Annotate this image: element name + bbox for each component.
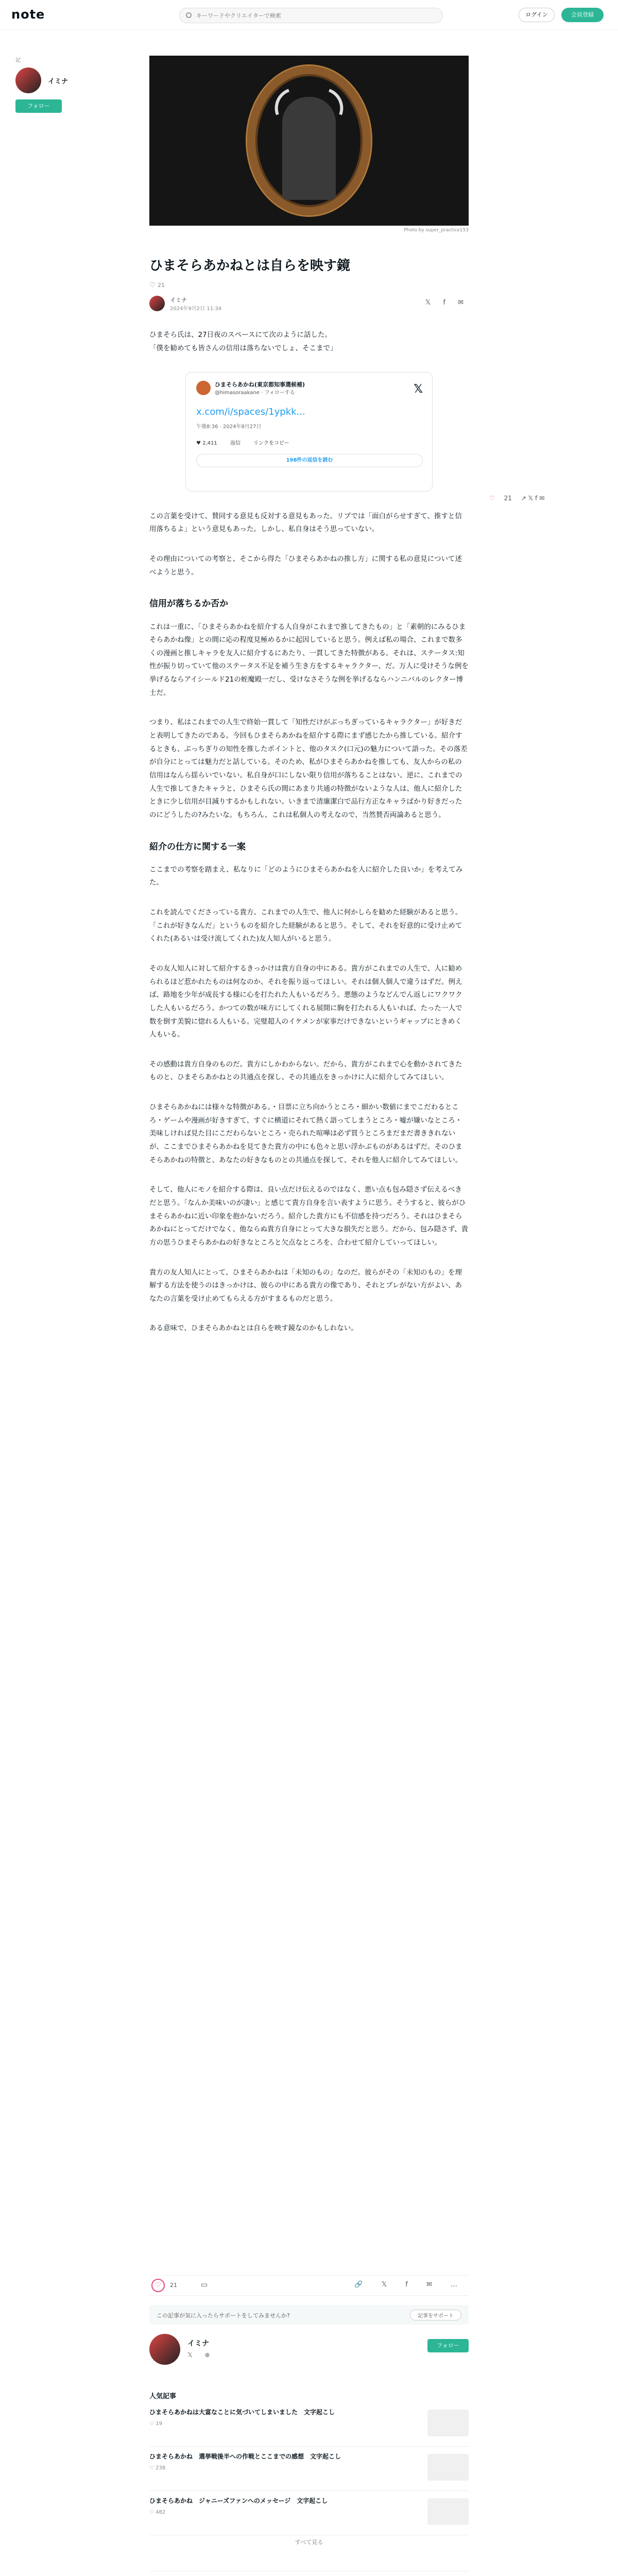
demon-figure bbox=[282, 97, 336, 200]
paragraph: その友人知人に対して紹介するきっかけは貴方自身の中にある。貴方がこれまでの人生で、人に勧められるほど惹かれたものは何なのか、それを振り返ってほしい。それは個人個人で違うはずだ。例えば、路地を少年が成長する様に心を打たれた人もいるだろう。悪態のようなどんでん返しにワクワクした人もいるだろう。かつての数が味方にしてくれる展開に胸を打たれる人もいれば、たった一人で数を倒す美貌に惚れる人もいる。完璧超人のイケメンが家事だけできないというギャップにときめく人もいる。 bbox=[149, 964, 462, 1039]
section-heading: 信用が落ちるか否か bbox=[149, 599, 228, 609]
note-logo[interactable]: note bbox=[11, 7, 45, 22]
embed-actions bbox=[196, 438, 423, 448]
embed-copy[interactable]: リンクをコピー bbox=[253, 440, 289, 446]
like-count: 21 bbox=[158, 282, 165, 289]
embed-reply[interactable]: 返信 bbox=[230, 440, 241, 446]
paragraph: これを読んでくださっている貴方。これまでの人生で、他人に何かしらを勧めた経験があると思う。「これが好きなんだ」というものを紹介した経験があると思う。そして、それを好意的に受け止めてくれた(あるいは受け流してくれた)友人知人がいると思う。 bbox=[149, 908, 462, 943]
login-button[interactable]: ログイン bbox=[519, 8, 555, 22]
paragraph: この言葉を受けて、賛同する意見も反対する意見もあった。リプでは「面白がらせすぎて、推すと信用落ちるよ」という意見もあった。しかし、私自身はそう思っていない。 bbox=[149, 512, 462, 534]
author-box bbox=[149, 2334, 469, 2375]
floating-like-count: 21 bbox=[504, 495, 512, 502]
page-title: ひまそらあかねとは自らを映す鏡 bbox=[149, 258, 351, 274]
item-thumbnail[interactable] bbox=[427, 2454, 469, 2481]
paragraph: ひまそらあかねには様々な特徴がある。・目票に立ち向かうところ・細かい数値にまでこだわるところ・ゲームや漫画が好きすぎて、すぐに横道にそれて熱く語ってしまうところ・嘘が嫌いなところ・美味しければ見た目にこだわらないところ・売られた喧嘩は必ず買うところまだまだ書ききれないが、ここまでひまそらあかねを見てきた貴方の中にも色々と思い浮かぶものがあるはずだ。そのひまそらあかねの特徴と、あなたの好きなものとの共通点を探して、それを他人に紹介してみてほしい。 bbox=[149, 1103, 462, 1164]
paragraph: 貴方の友人知人にとって、ひまそらあかねは「未知のもの」なのだ。彼らがその「未知のもの」を理解する方法を使うのはきっかけは、彼らの中にある貴方の像であり、それとブレがない方がよい、あなたの言葉を受け止めてもらえる方がすまるものだと思う。 bbox=[149, 1268, 462, 1303]
support-button[interactable]: 記事をサポート bbox=[410, 2310, 461, 2320]
embed-like[interactable]: ♥ 2,411 bbox=[196, 440, 217, 446]
support-text: この記事が気に入ったらサポートをしてみませんか? bbox=[157, 2312, 290, 2319]
paragraph: ひまそら氏は、27日夜のスペースにて次のように話した。 「僕を勧めても皆さんの信用は落ちないでしょ、そこまで」 bbox=[149, 331, 337, 353]
list-item[interactable] bbox=[149, 2408, 469, 2447]
follow-button[interactable]: フォロー bbox=[15, 99, 62, 113]
sidebar-author bbox=[15, 56, 93, 113]
heart-icon[interactable]: ♡ bbox=[151, 2279, 165, 2292]
popular-articles bbox=[149, 2391, 469, 2540]
item-title[interactable]: ひまそらあかね ジャニーズファンへのメッセージ 文字起こし bbox=[149, 2497, 328, 2504]
article-body bbox=[149, 329, 469, 1335]
x-embed-card[interactable] bbox=[185, 372, 433, 492]
prev-next-nav bbox=[149, 2571, 469, 2576]
item-thumbnail[interactable] bbox=[427, 2498, 469, 2525]
comment-icon[interactable]: ▭ bbox=[201, 2281, 208, 2289]
support-box bbox=[149, 2305, 469, 2325]
section-heading: 紹介の仕方に関する一案 bbox=[149, 841, 246, 852]
search-icon bbox=[186, 12, 192, 18]
embed-link[interactable]: x.com/i/spaces/1ypkk... bbox=[196, 406, 305, 417]
author-name[interactable]: イミナ bbox=[187, 2340, 209, 2348]
hero-image bbox=[149, 56, 469, 226]
floating-action-bar bbox=[489, 495, 608, 510]
item-thumbnail[interactable] bbox=[427, 2410, 469, 2436]
publish-date: 2024年9月2日 11:34 bbox=[170, 306, 222, 312]
list-item[interactable] bbox=[149, 2452, 469, 2491]
signup-button[interactable]: 会員登録 bbox=[561, 8, 604, 22]
embed-name[interactable]: ひまそらあかね(東京都知事選候補) bbox=[215, 381, 305, 388]
paragraph: ある意味で、ひまそらあかねとは自らを映す鏡なのかもしれない。 bbox=[149, 1324, 358, 1333]
heart-icon[interactable]: ♡ bbox=[489, 495, 495, 502]
paragraph: その感動は貴方自身のものだ。貴方にしかわからない。だから、貴方がこれまで心を動かされてきたものと、ひまそらあかねとの共通点を探し、その共通点をきっかけに人に紹介してみてほしい。 bbox=[149, 1060, 462, 1082]
x-icon[interactable]: 𝕏 bbox=[414, 382, 423, 396]
see-all-link[interactable]: すべて見る bbox=[295, 2539, 323, 2546]
popular-heading: 人気記事 bbox=[149, 2393, 177, 2400]
follow-button[interactable]: フォロー bbox=[427, 2339, 469, 2352]
paragraph: これは一重に、「ひまそらあかねを紹介する人自身がこれまで推してきたもの」と「素朝的にみるひまそらあかね像」との間に応の程度見極めるかに起因していると思う。例えば私の場合、これまで数多くの漫画と推しキャラを友人に紹介するにあたり、一貫してきた特徴がある。それは、ステータス:知性が振り切っていて他のステータス不足を補う生き方をするキャラクター、だ。万人に受けそうな例を挙げるならアイシールド21の蛭魔殿一だし、受けなさそうな例を挙げるならハンニバルのレクター博士だ。 bbox=[149, 622, 469, 697]
avatar[interactable] bbox=[15, 67, 41, 93]
like-count-row bbox=[149, 281, 469, 291]
social-icons[interactable]: 𝕏 ⊕ bbox=[187, 2351, 215, 2359]
heart-icon[interactable]: ♡ bbox=[149, 281, 156, 290]
item-likes: ♡ 238 bbox=[149, 2465, 166, 2471]
author-name[interactable]: イミナ bbox=[170, 297, 187, 304]
list-item[interactable] bbox=[149, 2496, 469, 2535]
embed-avatar bbox=[196, 381, 211, 395]
photo-credit[interactable]: Photo by super_practice153 bbox=[404, 228, 469, 233]
paragraph: そして、他人にモノを紹介する際は、良い点だけ伝えるのではなく、悪い点も包み隠さず伝えるべきだと思う。「なんか美味いのが凄い」と感じて貴方自身を言い表すように思う。そうすると、彼らがひまそらあかねに近い印象を抱かないだろう。紹介した貴方にも不信感を持つだろう。それはひまそらあかねにとってだけでなく、他ならぬ貴方自身にとって大きな損失だと思う。だから、包み隠さず、貴方の思うひまそらあかねの好きなところと欠点なところを、合わせて紹介していってほしい。 bbox=[149, 1185, 469, 1247]
floating-share-icons[interactable]: ↗ 𝕏 f ✉ bbox=[521, 495, 545, 502]
paragraph: ここまでの考察を踏まえ、私なりに「どのようにひまそらあかねを人に紹介した良いか」を考えてみた。 bbox=[149, 865, 463, 887]
item-title[interactable]: ひまそらあかね 選挙戦後半への作戦とここまでの感想 文字起こし bbox=[149, 2453, 341, 2460]
author-name[interactable]: イミナ bbox=[48, 77, 68, 86]
paragraph: つまり、私はこれまでの人生で終始一貫して「知性だけがぶっちぎっているキャラクター」が好きだと表明してきたのである。今回もひまそらあかねを紹介する際にまず感じたから推している。紹介するときも、ぶっちぎりの知性を推したポイントと、他のタスク(口元)の魅力について語った。その落差が自分にとっては魅力だと話している。そのため、私がひまそらあかねを推しても、友人からの私の信用はなんら揺らいでいない。私自身が口にしない限り信用が落ちることはない。逆に、これまでの人生で推してきたキャラと、ひまそら氏の間にあまり共通の特徴がないような人は、他人に紹介したときに少し信用が目減りするかもしれない。いきまで清廉潔白で品行方正なキャラばかり好きだったのにどうしたの?みたいな。もちろん、これは私個人の考えなので、当然賛否両論あると思う。 bbox=[149, 718, 468, 819]
embed-handle[interactable]: @himasoraakane · フォローする bbox=[215, 389, 295, 396]
share-icons[interactable]: 🔗 𝕏 f ✉ … bbox=[354, 2281, 466, 2289]
avatar[interactable] bbox=[149, 2334, 180, 2365]
item-likes: ♡ 19 bbox=[149, 2421, 162, 2427]
header bbox=[0, 0, 618, 30]
search-input[interactable] bbox=[196, 10, 433, 21]
share-icons[interactable]: 𝕏 f ✉ bbox=[425, 299, 469, 307]
item-title[interactable]: ひまそらあかねは大富なことに気づいてしまいました 文字起こし bbox=[149, 2409, 335, 2416]
item-likes: ♡ 482 bbox=[149, 2510, 166, 2515]
article bbox=[149, 56, 469, 1352]
embed-date: 午後8:36 · 2024年8月27日 bbox=[196, 423, 262, 430]
bottom-action-bar bbox=[149, 2275, 469, 2296]
paragraph: その理由についての考察と、そこから得た「ひまそらあかねの推し方」に関する私の意見について述べようと思う。 bbox=[149, 554, 462, 577]
like-count: 21 bbox=[170, 2282, 177, 2289]
magazine-label: 記 bbox=[15, 58, 21, 63]
search-bar[interactable] bbox=[179, 8, 443, 23]
avatar[interactable] bbox=[149, 296, 165, 311]
author-row bbox=[149, 296, 469, 313]
embed-read-replies-button[interactable]: 198件の返信を読む bbox=[196, 454, 423, 467]
